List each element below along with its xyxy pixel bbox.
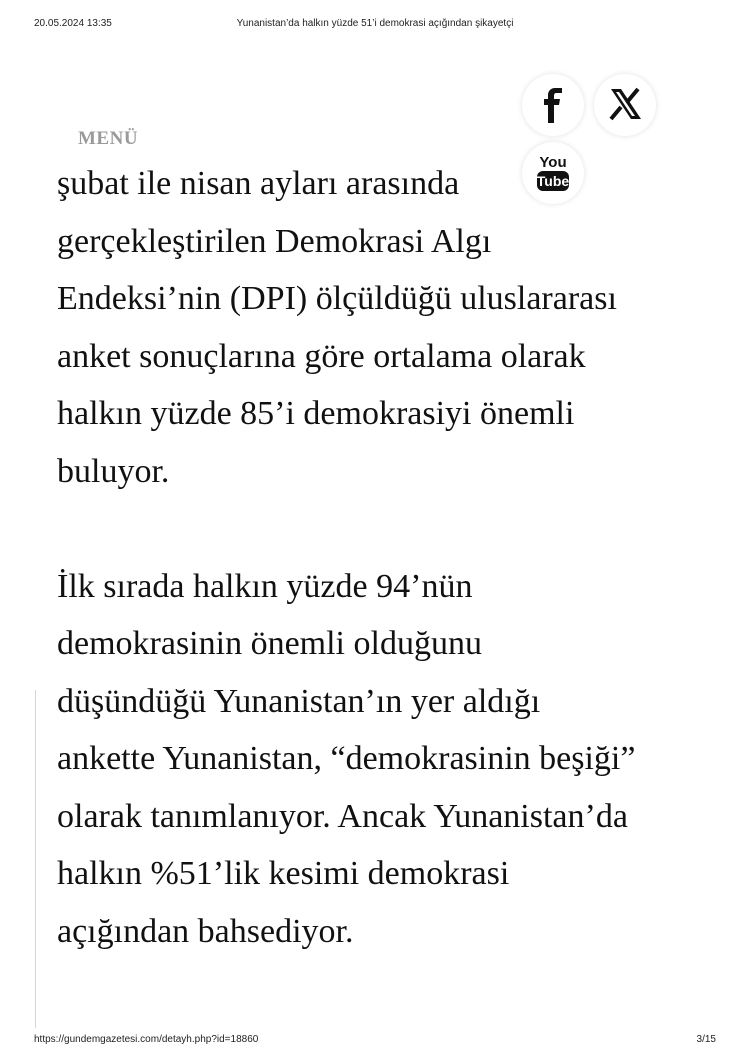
text-line: düşündüğü Yunanistan’ın yer aldığı (57, 682, 541, 720)
text-line: buluyor. (57, 452, 170, 490)
paragraph-2 (57, 558, 717, 961)
print-footer (0, 1034, 750, 1048)
text-line: olarak tanımlanıyor. Ancak Yunanistan’da (57, 797, 628, 835)
youtube-button[interactable] (522, 142, 584, 204)
left-divider (35, 690, 36, 1028)
print-url[interactable]: https://gundemgazetesi.com/detayh.php?id=18860 (34, 1034, 259, 1045)
print-datetime: 20.05.2024 13:35 (34, 18, 112, 29)
text-line: halkın %51’lik kesimi demokrasi (57, 855, 510, 892)
text-line: demokrasinin önemli olduğunu (57, 625, 482, 662)
text-line: anket sonuçlarına göre ortalama olarak (57, 337, 586, 375)
menu-button[interactable]: MENÜ (78, 128, 139, 149)
youtube-bottom-text: Tube (536, 173, 570, 189)
text-line: açığından bahsediyor. (57, 912, 354, 950)
youtube-top-text: You (539, 154, 567, 171)
facebook-button[interactable] (522, 74, 584, 136)
paragraph-1 (57, 155, 717, 500)
text-line: şubat ile nisan ayları arasında (57, 165, 460, 202)
x-twitter-icon (605, 85, 645, 125)
facebook-icon (542, 87, 564, 123)
page-number: 3/15 (696, 1034, 716, 1045)
text-line: ankette Yunanistan, “demokrasinin beşiği” (57, 740, 636, 777)
text-line: İlk sırada halkın yüzde 94’nün (57, 567, 473, 605)
x-twitter-button[interactable] (594, 74, 656, 136)
text-line: gerçekleştirilen Demokrasi Algı (57, 222, 492, 260)
print-header (0, 18, 750, 32)
text-line: Endeksi’nin (DPI) ölçüldüğü uluslararası (57, 280, 617, 317)
text-line: halkın yüzde 85’i demokrasiyi önemli (57, 395, 575, 432)
youtube-icon (533, 151, 573, 195)
print-document-title: Yunanistan’da halkın yüzde 51’i demokrasi açığından şikayetçi (236, 18, 514, 29)
article-body (57, 155, 717, 960)
